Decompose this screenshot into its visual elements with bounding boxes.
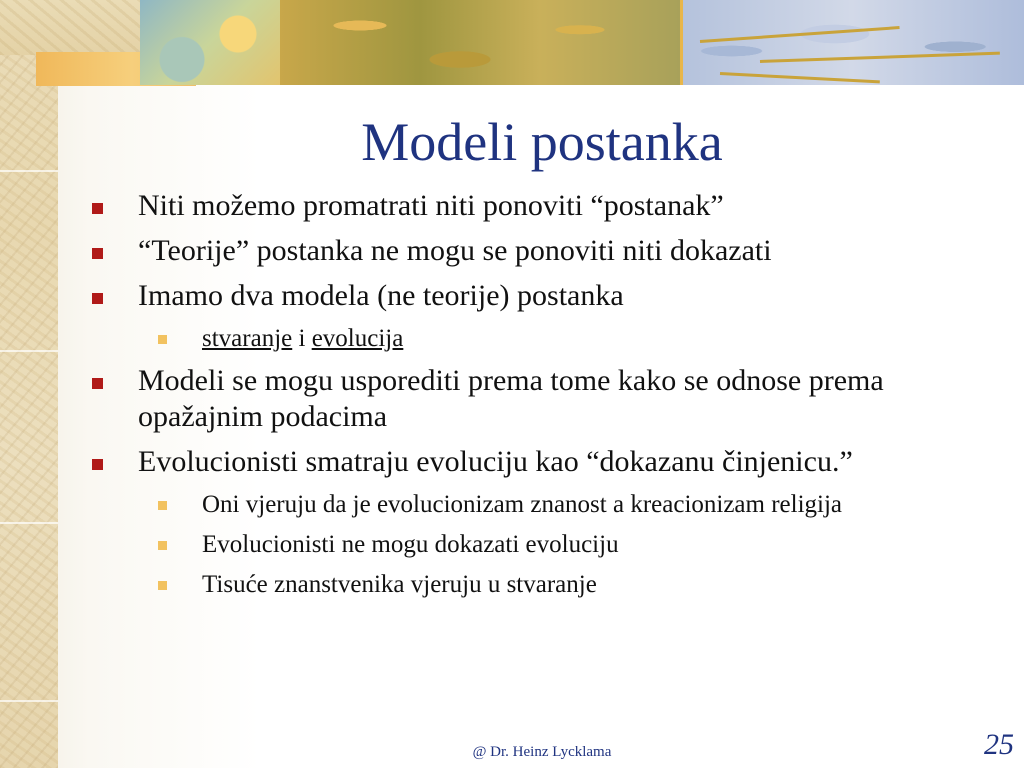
square-bullet-icon [92, 293, 103, 304]
square-sub-bullet-icon [158, 501, 167, 510]
sub-bullet-item [86, 489, 996, 520]
square-sub-bullet-icon [158, 541, 167, 550]
slide-content [86, 188, 996, 609]
square-sub-bullet-icon [158, 335, 167, 344]
sub-bullet-connector: i [292, 325, 312, 352]
bullet-text: Niti možemo promatrati niti ponoviti “postanak” [138, 189, 724, 222]
bullet-text: Evolucionisti smatraju evoluciju kao “dokazanu činjenicu.” [138, 445, 853, 478]
decorative-image-tile [140, 0, 280, 85]
sub-bullet-item [86, 323, 996, 354]
strip-seam [0, 350, 58, 352]
link-stvaranje[interactable]: stvaranje [202, 325, 293, 352]
square-sub-bullet-icon [158, 581, 167, 590]
bullet-text: Modeli se mogu usporediti prema tome kako se odnose prema opažajnim podacima [138, 364, 884, 433]
bullet-text: “Teorije” postanka ne mogu se ponoviti niti dokazati [138, 234, 772, 267]
slide-title: Modeli postanka [361, 112, 723, 172]
sub-bullet-text: Oni vjeruju da je evolucionizam znanost a kreacionizam religija [202, 491, 843, 518]
bullet-text: Imamo dva modela (ne teorije) postanka [138, 279, 624, 312]
strip-seam [0, 700, 58, 702]
sub-bullet-text: Tisuće znanstvenika vjeruju u stvaranje [202, 571, 597, 598]
square-bullet-icon [92, 459, 103, 470]
bullet-item [86, 188, 996, 224]
bullet-item [86, 233, 996, 269]
sub-bullet-item [86, 569, 996, 600]
decorative-image-tile [280, 0, 680, 85]
strip-seam [0, 522, 58, 524]
square-bullet-icon [92, 248, 103, 259]
square-bullet-icon [92, 378, 103, 389]
bullet-item [86, 278, 996, 314]
bullet-item [86, 444, 996, 480]
bullet-item [86, 363, 996, 435]
sub-bullet-text: Evolucionisti ne mogu dokazati evoluciju [202, 531, 619, 558]
sub-bullet-item [86, 529, 996, 560]
link-evolucija[interactable]: evolucija [311, 325, 404, 352]
slide-footer: @ Dr. Heinz Lycklama [472, 744, 612, 760]
square-bullet-icon [92, 203, 103, 214]
page-number: 25 [984, 728, 1014, 761]
